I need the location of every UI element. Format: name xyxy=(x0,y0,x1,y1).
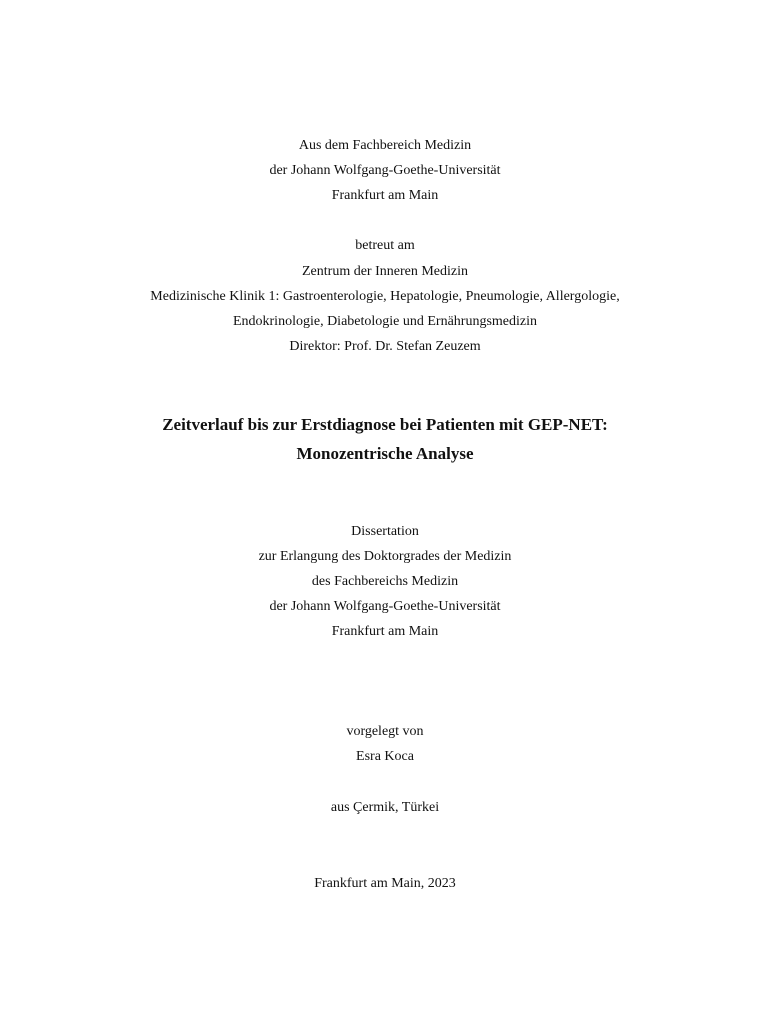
department-line: des Fachbereichs Medizin xyxy=(311,574,459,589)
degree-line: zur Erlangung des Doktorgrades der Medizin xyxy=(258,549,512,564)
university-line-2: der Johann Wolfgang-Goethe-Universität xyxy=(269,599,501,614)
faculty-line: Aus dem Fachbereich Medizin xyxy=(298,138,472,153)
author-origin: aus Çermik, Türkei xyxy=(330,800,440,815)
city-line-2: Frankfurt am Main xyxy=(331,624,439,639)
title-line-1: Zeitverlauf bis zur Erstdiagnose bei Patienten mit GEP-NET: xyxy=(162,415,608,434)
director-line: Direktor: Prof. Dr. Stefan Zeuzem xyxy=(289,339,481,354)
dissertation-label: Dissertation xyxy=(351,524,419,539)
title-line-2: Monozentrische Analyse xyxy=(296,444,474,463)
place-and-date: Frankfurt am Main, 2023 xyxy=(314,876,456,891)
clinic-line-continued: Endokrinologie, Diabetologie und Ernährungsmedizin xyxy=(232,314,538,329)
author-name: Esra Koca xyxy=(356,749,414,764)
presented-by-line: vorgelegt von xyxy=(346,724,424,739)
supervised-at-line: betreut am xyxy=(355,238,415,253)
university-line: der Johann Wolfgang-Goethe-Universität xyxy=(269,163,501,178)
center-line: Zentrum der Inneren Medizin xyxy=(302,264,468,279)
clinic-line: Medizinische Klinik 1: Gastroenterologie, Hepatologie, Pneumologie, Allergologie, xyxy=(150,289,620,304)
city-line: Frankfurt am Main xyxy=(331,188,439,203)
